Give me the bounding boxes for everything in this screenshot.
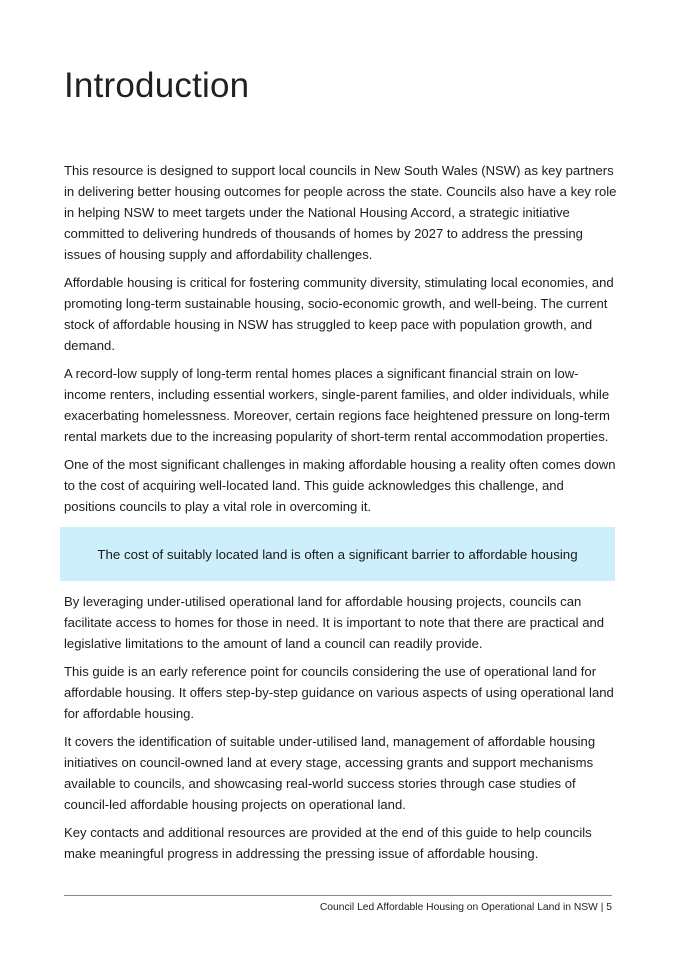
callout-box: [60, 527, 615, 581]
callout-text: The cost of suitably located land is often a significant barrier to affordable housing: [97, 546, 578, 562]
paragraph: Key contacts and additional resources are provided at the end of this guide to help councils make meaningful progress in addressing the pressing issue of affordable housing.: [64, 825, 592, 861]
paragraph: Affordable housing is critical for fostering community diversity, stimulating local economies, and promoting long-term sustainable housing, socio-economic growth, and well-being. The current stock of affordable housing in NSW has struggled to keep pace with population growth, and demand.: [64, 275, 614, 353]
paragraph: By leveraging under-utilised operational land for affordable housing projects, councils can facilitate access to homes for those in need. It is important to note that there are practical and legislative limitations to the amount of land a council can readily provide.: [64, 594, 605, 651]
paragraph: It covers the identification of suitable under-utilised land, management of affordable housing initiatives on council-owned land at every stage, accessing grants and support mechanisms available to councils, and showcasing real-world success stories through case studies of council-led affordable housing projects on operational land.: [64, 734, 596, 812]
page-footer: Council Led Affordable Housing on Operational Land in NSW | 5: [319, 902, 612, 913]
paragraph: This resource is designed to support local councils in New South Wales (NSW) as key partners in delivering better housing outcomes for people across the state. Councils also have a key role in helping NSW to meet targets under the National Housing Accord, a strategic initiative committed to delivering hundreds of thousands of homes by 2027 to address the pressing issues of housing supply and affordability challenges.: [64, 163, 617, 262]
paragraph: A record-low supply of long-term rental homes places a significant financial strain on low-income renters, including essential workers, single-parent families, and older individuals, while exacerbating homelessness. Moreover, certain regions face heightened pressure on long-term rental markets due to the increasing popularity of short-term rental accommodation properties.: [64, 366, 610, 444]
footer-divider: [64, 895, 612, 896]
page-title: Introduction: [64, 66, 250, 105]
body-text: [64, 160, 619, 871]
paragraph: One of the most significant challenges in making affordable housing a reality often comes down to the cost of acquiring well-located land. This guide acknowledges this challenge, and positions councils to play a vital role in overcoming it.: [64, 457, 616, 514]
paragraph: This guide is an early reference point for councils considering the use of operational land for affordable housing. It offers step-by-step guidance on various aspects of using operational land for affordable housing.: [64, 664, 614, 721]
